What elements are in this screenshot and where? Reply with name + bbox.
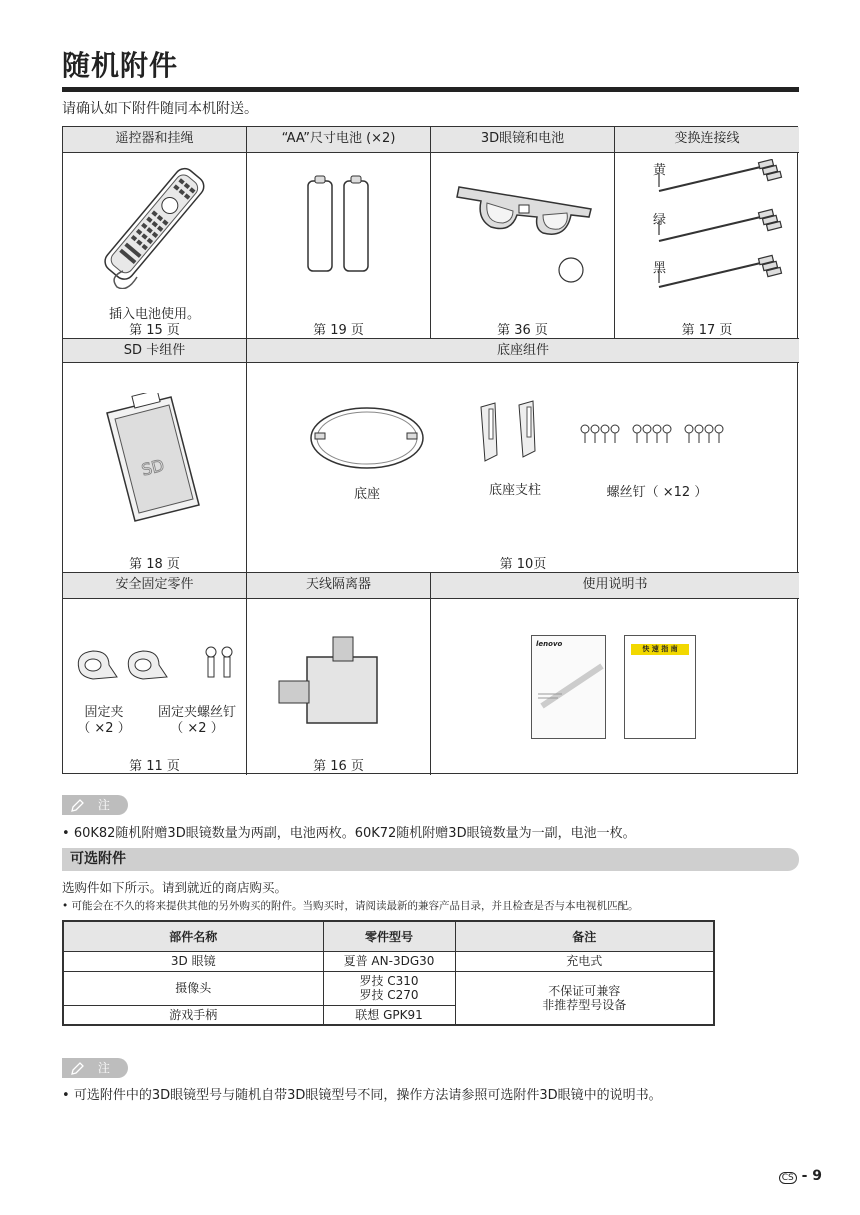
- aa-battery-icon: [304, 175, 374, 275]
- note2: • 可选附件中的3D眼镜型号与随机自带3D眼镜型号不同，操作方法请参照可选附件3D眼镜中的说明书。: [62, 1088, 662, 1103]
- note1: • 60K82随机附赠3D眼镜数量为两副，电池两枚。60K72随机附赠3D眼镜数量为一副，电池一枚。: [62, 826, 636, 841]
- glasses-header: 3D眼镜和电池: [431, 127, 615, 153]
- pencil-icon: [70, 799, 84, 813]
- user-manual-booklet: [531, 635, 606, 739]
- merged-remark-1: 不保证可兼容: [548, 983, 621, 998]
- clamp-screw-label: 固定夹螺丝钉: [157, 705, 236, 720]
- accessories-table: [62, 126, 798, 774]
- clamp-qty: （ ×2 ）: [77, 721, 131, 736]
- stand-post-icon: [475, 399, 555, 469]
- row2-model: [323, 971, 455, 1005]
- manual-cell: [431, 599, 799, 775]
- glasses-cell: [431, 153, 615, 339]
- clamp-screw-icon: [201, 645, 241, 685]
- sd-card-kit-icon: [103, 393, 203, 523]
- note-label-1: 注: [97, 798, 110, 812]
- sd-page: 第 18 页: [129, 557, 180, 572]
- batteries-header: “AA”尺寸电池 (×2): [247, 127, 431, 153]
- glasses-page: 第 36 页: [497, 323, 548, 338]
- optional-text: 选购件如下所示。请到就近的商店购买。: [62, 880, 288, 895]
- clamp-label: 固定夹: [84, 705, 124, 720]
- intro-text: 请确认如下附件随同本机附送。: [62, 101, 258, 117]
- screws-label: 螺丝钉（ ×12 ）: [606, 485, 708, 500]
- screws-icon: [577, 421, 737, 451]
- col-remark: 备注: [455, 921, 714, 951]
- 3d-glasses-icon: [451, 173, 601, 243]
- remote-cell: [63, 153, 247, 339]
- clamp-icon: [73, 643, 173, 683]
- page-number-value: 9: [812, 1168, 822, 1184]
- remote-note: 插入电池使用。: [108, 307, 200, 322]
- pencil-icon: [70, 1062, 84, 1076]
- manual-logo: lenovo: [536, 640, 563, 648]
- row2-name: 摄像头: [63, 971, 323, 1005]
- cable-color-green: 绿: [653, 213, 667, 228]
- stand-base-icon: [307, 403, 427, 473]
- stand-header: 底座组件: [247, 339, 799, 363]
- remote-page: 第 15 页: [129, 323, 180, 338]
- page-number: CS - 9: [779, 1168, 822, 1184]
- clamp-screw-qty: （ ×2 ）: [170, 721, 224, 736]
- row3-model: 联想 GPK91: [323, 1005, 455, 1025]
- manual-header: 使用说明书: [431, 573, 799, 599]
- title-rule: [62, 87, 799, 92]
- row1-remark: 充电式: [455, 951, 714, 971]
- quick-guide-label: 快 速 指 南: [631, 644, 689, 655]
- batteries-cell: [247, 153, 431, 339]
- note2-text: 可选附件中的3D眼镜型号与随机自带3D眼镜型号不同，操作方法请参照可选附件3D眼镜中的说明书。: [73, 1088, 662, 1103]
- row3-name: 游戏手柄: [63, 1005, 323, 1025]
- remote-control-icon: [93, 159, 213, 289]
- col-part-name: 部件名称: [63, 921, 323, 951]
- optional-small: • 可能会在不久的将来提供其他的另外购买的附件。当购买时，请阅读最新的兼容产品目录，并且检查是否与本电视机匹配。: [62, 900, 639, 912]
- row1-model: 夏普 AN-3DG30: [323, 951, 455, 971]
- batteries-page: 第 19 页: [313, 323, 364, 338]
- col-model: 零件型号: [323, 921, 455, 951]
- note-tag-2: [62, 1058, 128, 1078]
- safety-page: 第 11 页: [129, 759, 180, 774]
- coin-battery-icon: [556, 255, 586, 285]
- page-badge: CS: [779, 1172, 797, 1184]
- antenna-header: 天线隔离器: [247, 573, 431, 599]
- cable-color-black: 黑: [653, 261, 667, 276]
- optional-small-text: 可能会在不久的将来提供其他的另外购买的附件。当购买时，请阅读最新的兼容产品目录，并且检查是否与本电视机匹配。: [71, 900, 639, 912]
- sd-card-label: SD: [139, 455, 167, 480]
- safety-cell: [63, 599, 247, 775]
- row2-model-1: 罗技 C310: [359, 974, 419, 988]
- conversion-cable-icon: [649, 159, 789, 309]
- note1-text: 60K82随机附赠3D眼镜数量为两副，电池两枚。60K72随机附赠3D眼镜数量为一副，电池一枚。: [73, 826, 636, 841]
- note-label-2: 注: [97, 1061, 110, 1075]
- sd-cell: [63, 363, 247, 573]
- safety-header: 安全固定零件: [63, 573, 247, 599]
- remote-header: 遥控器和挂绳: [63, 127, 247, 153]
- quick-guide-booklet: [624, 635, 696, 739]
- table-row: [63, 971, 714, 1005]
- page-title: 随机附件: [62, 49, 179, 82]
- antenna-page: 第 16 页: [313, 759, 364, 774]
- cable-color-yellow: 黄: [653, 163, 667, 178]
- row2-model-2: 罗技 C270: [359, 988, 419, 1002]
- stand-cell: [247, 363, 799, 573]
- merged-remark: [455, 971, 714, 1025]
- stand-base-label: 底座: [353, 487, 380, 502]
- optional-accessories-bar: 可选附件: [62, 848, 799, 871]
- row1-name: 3D 眼镜: [63, 951, 323, 971]
- table-row: [63, 951, 714, 971]
- cable-header: 变换连接线: [615, 127, 799, 153]
- cable-page: 第 17 页: [681, 323, 733, 338]
- stand-post-label: 底座支柱: [488, 483, 541, 498]
- merged-remark-2: 非推荐型号设备: [542, 997, 627, 1012]
- optional-table: [62, 920, 715, 1026]
- cable-cell: [615, 153, 799, 339]
- antenna-cell: [247, 599, 431, 775]
- manual-ribbon-icon: [532, 656, 605, 716]
- stand-page: 第 10页: [499, 557, 547, 572]
- sd-header: SD 卡组件: [63, 339, 247, 363]
- note-tag-1: [62, 795, 128, 815]
- antenna-isolator-icon: [277, 635, 387, 735]
